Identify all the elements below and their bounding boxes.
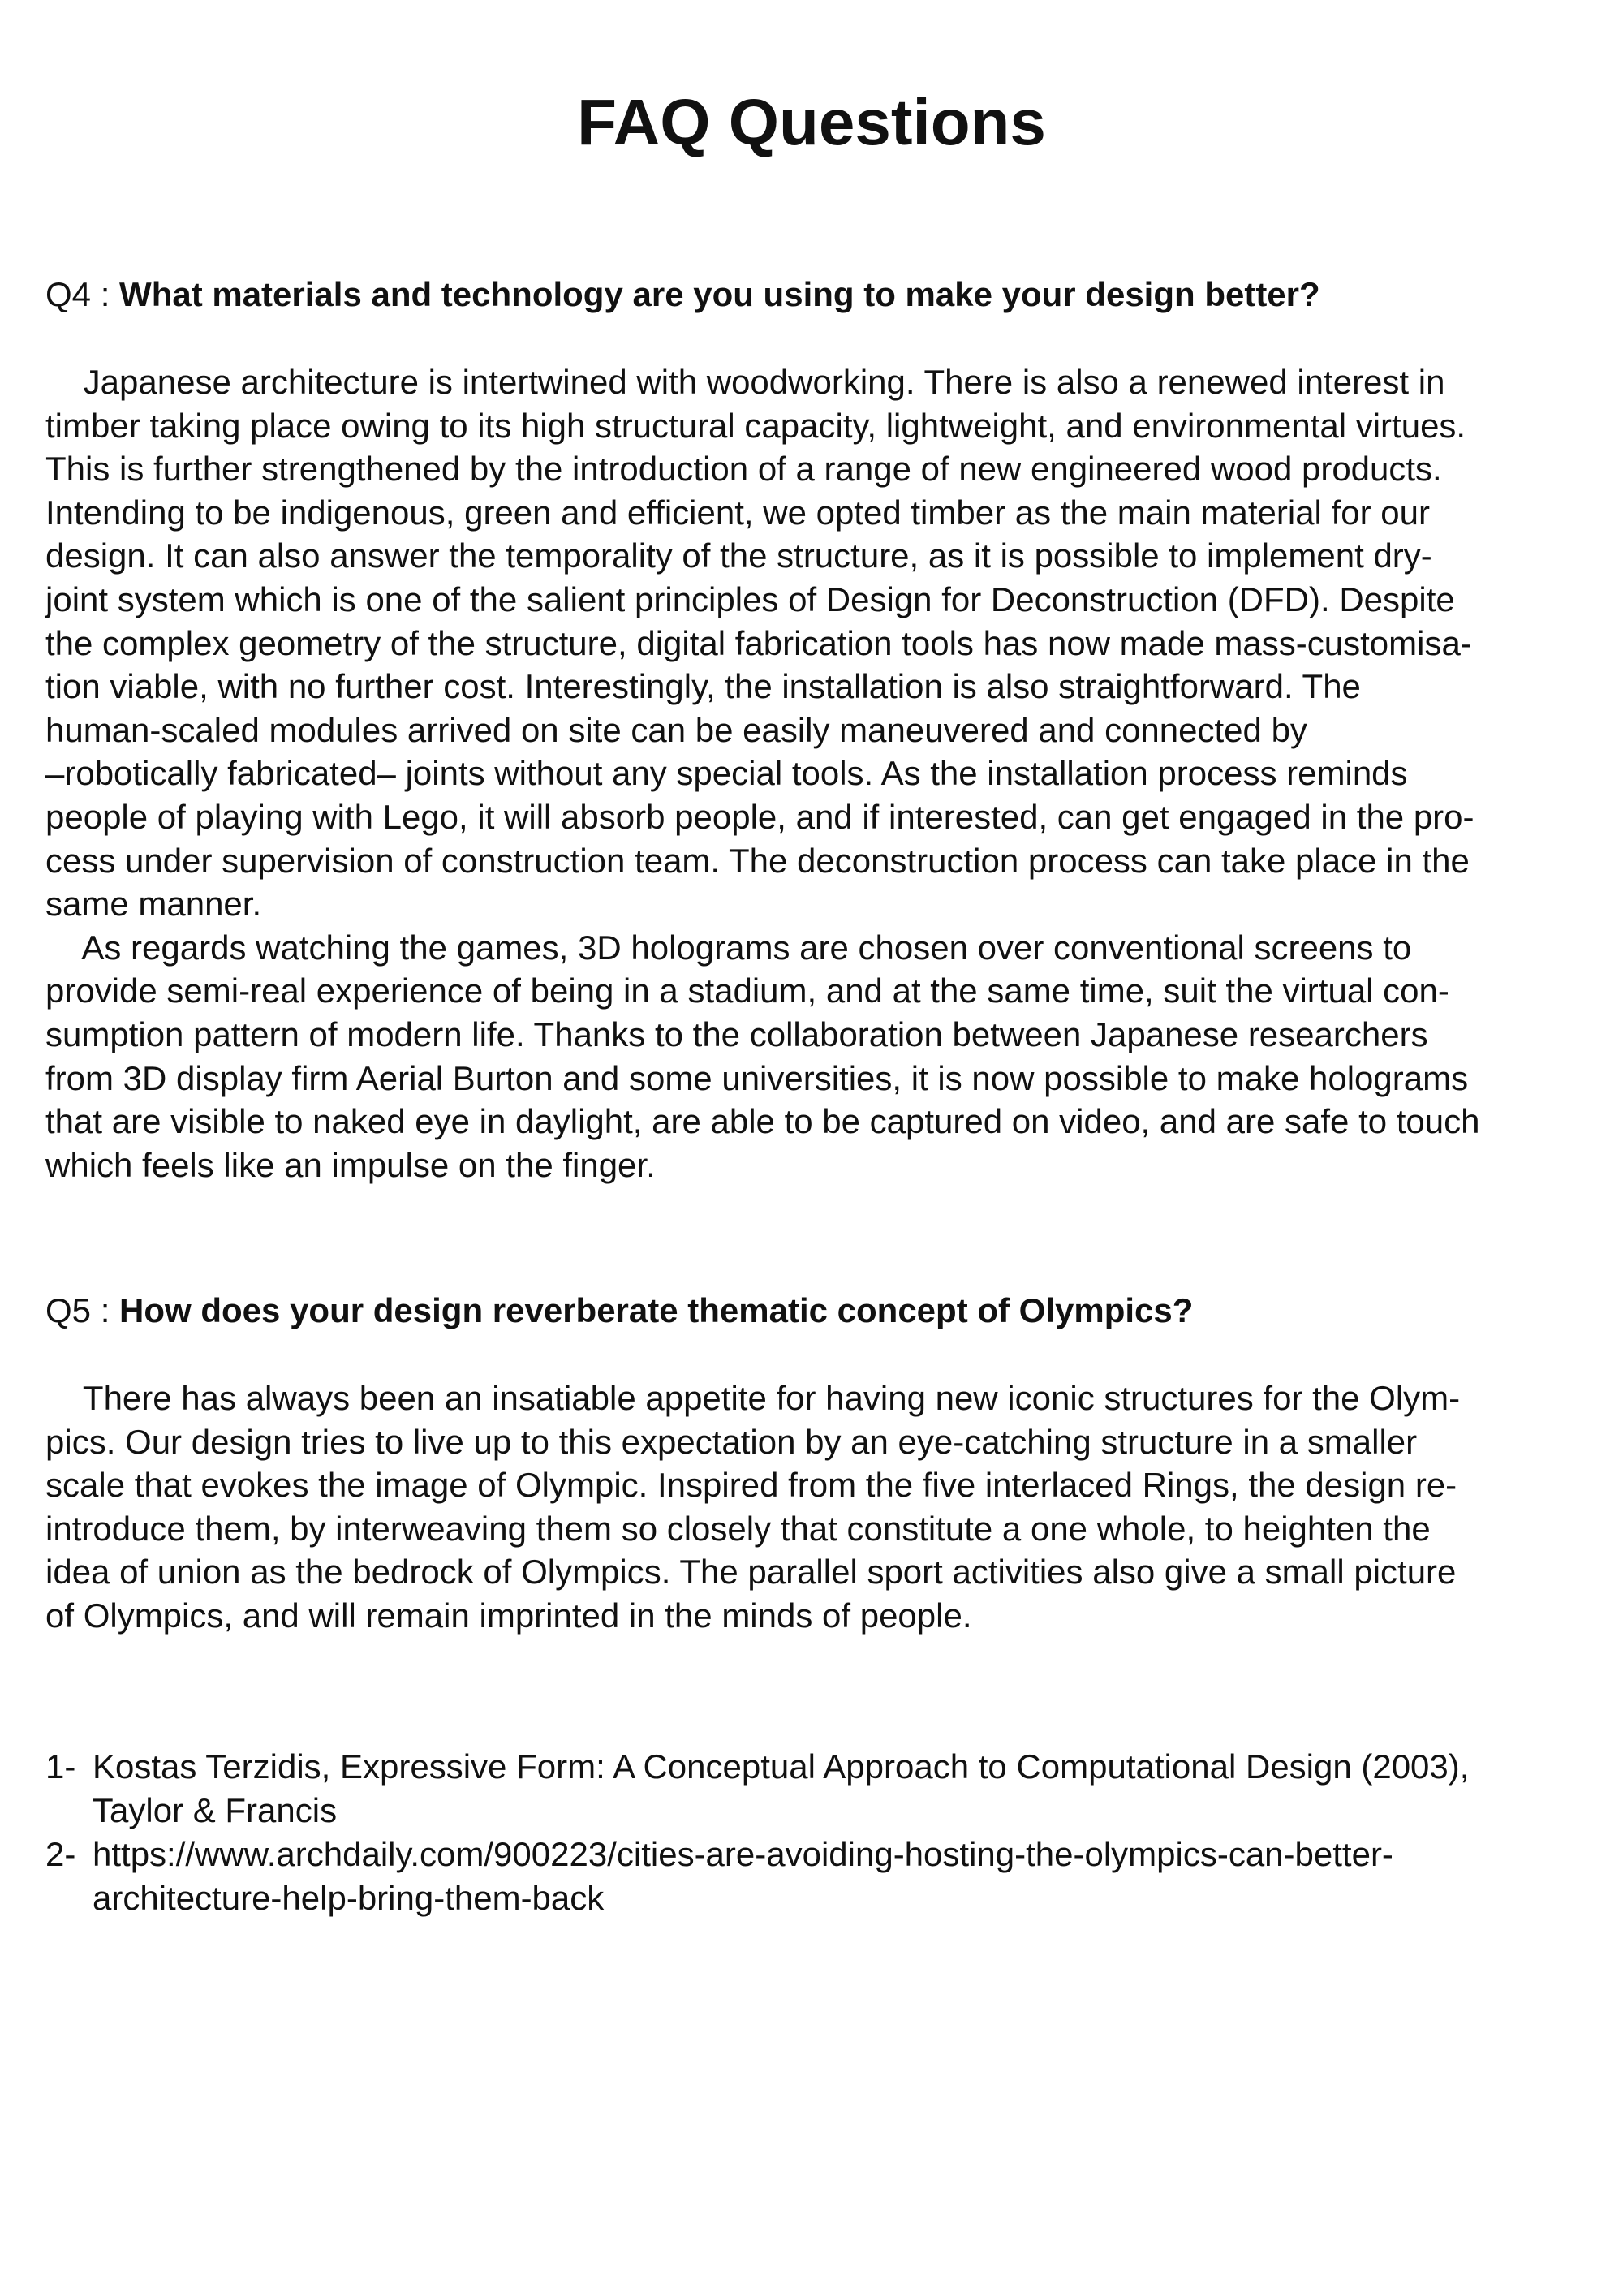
answer-line: from 3D display firm Aerial Burton and some universities, it is now possible to make holograms xyxy=(45,1058,1469,1097)
answer-line: pics. Our design tries to live up to this expectation by an eye-catching structure in a smaller xyxy=(45,1422,1418,1461)
answer-line: joint system which is one of the salient principles of Design for Deconstruction (DFD). Despite xyxy=(45,579,1455,618)
question-number: Q5 : xyxy=(45,1291,120,1329)
reference-text-line: architecture-help-bring-them-back xyxy=(93,1879,605,1917)
answer-line: There has always been an insatiable appetite for having new iconic structures for the Olym- xyxy=(45,1379,1461,1417)
reference-number: 2- xyxy=(45,1835,76,1873)
answer-line: tion viable, with no further cost. Interestingly, the installation is also straightforward. The xyxy=(45,667,1361,706)
references-list xyxy=(45,1745,1587,1920)
reference-text-line: https://www.archdaily.com/900223/cities-are-avoiding-hosting-the-olympics-can-better- xyxy=(93,1835,1393,1873)
question-text: How does your design reverberate thematic concept of Olympics? xyxy=(119,1291,1194,1329)
answer-line: introduce them, by interweaving them so closely that constitute a one whole, to heighten the xyxy=(45,1509,1431,1548)
answer-line: same manner. xyxy=(45,885,262,924)
answer-line: –robotically fabricated– joints without any special tools. As the installation process reminds xyxy=(45,754,1408,793)
answer-line: design. It can also answer the temporality of the structure, as it is possible to implement dry- xyxy=(45,536,1432,575)
answer-line: timber taking place owing to its high structural capacity, lightweight, and environmental virtues. xyxy=(45,406,1466,445)
answer-line: of Olympics, and will remain imprinted in the minds of people. xyxy=(45,1596,972,1635)
answer-line: This is further strengthened by the introduction of a range of new engineered wood products. xyxy=(45,450,1442,489)
answer-line: cess under supervision of construction team. The deconstruction process can take place in the xyxy=(45,841,1470,880)
reference-text-line: Taylor & Francis xyxy=(93,1791,338,1829)
answer-q5 xyxy=(45,1376,1587,1638)
question-q5 xyxy=(45,1289,1587,1333)
answer-line: sumption pattern of modern life. Thanks to the collaboration between Japanese researchers xyxy=(45,1014,1428,1053)
answer-line: people of playing with Lego, it will absorb people, and if interested, can get engaged in the pro- xyxy=(45,797,1474,836)
answer-line: scale that evokes the image of Olympic. Inspired from the five interlaced Rings, the design re- xyxy=(45,1466,1457,1505)
reference-item xyxy=(45,1745,1587,1833)
question-q4 xyxy=(45,273,1587,317)
question-text: What materials and technology are you using to make your design better? xyxy=(119,275,1320,313)
answer-q4 xyxy=(45,360,1587,1187)
reference-number: 1- xyxy=(45,1747,76,1786)
answer-line: human-scaled modules arrived on site can be easily maneuvered and connected by xyxy=(45,710,1307,749)
reference-text-line: Kostas Terzidis, Expressive Form: A Conceptual Approach to Computational Design (2003), xyxy=(93,1747,1470,1786)
answer-line: that are visible to naked eye in daylight, are able to be captured on video, and are safe to touch xyxy=(45,1102,1480,1141)
answer-line: provide semi-real experience of being in a stadium, and at the same time, suit the virtual con- xyxy=(45,971,1449,1010)
answer-line: Intending to be indigenous, green and efficient, we opted timber as the main material for our xyxy=(45,493,1430,532)
answer-line: As regards watching the games, 3D holograms are chosen over conventional screens to xyxy=(45,928,1412,967)
answer-line: the complex geometry of the structure, digital fabrication tools has now made mass-customisa- xyxy=(45,623,1472,662)
answer-line: Japanese architecture is intertwined with woodworking. There is also a renewed interest in xyxy=(45,363,1445,401)
answer-line: idea of union as the bedrock of Olympics. The parallel sport activities also give a small picture xyxy=(45,1553,1457,1592)
question-number: Q4 : xyxy=(45,275,120,313)
reference-item xyxy=(45,1833,1587,1920)
answer-line: which feels like an impulse on the finger. xyxy=(45,1145,656,1184)
page-title: FAQ Questions xyxy=(577,86,1046,158)
